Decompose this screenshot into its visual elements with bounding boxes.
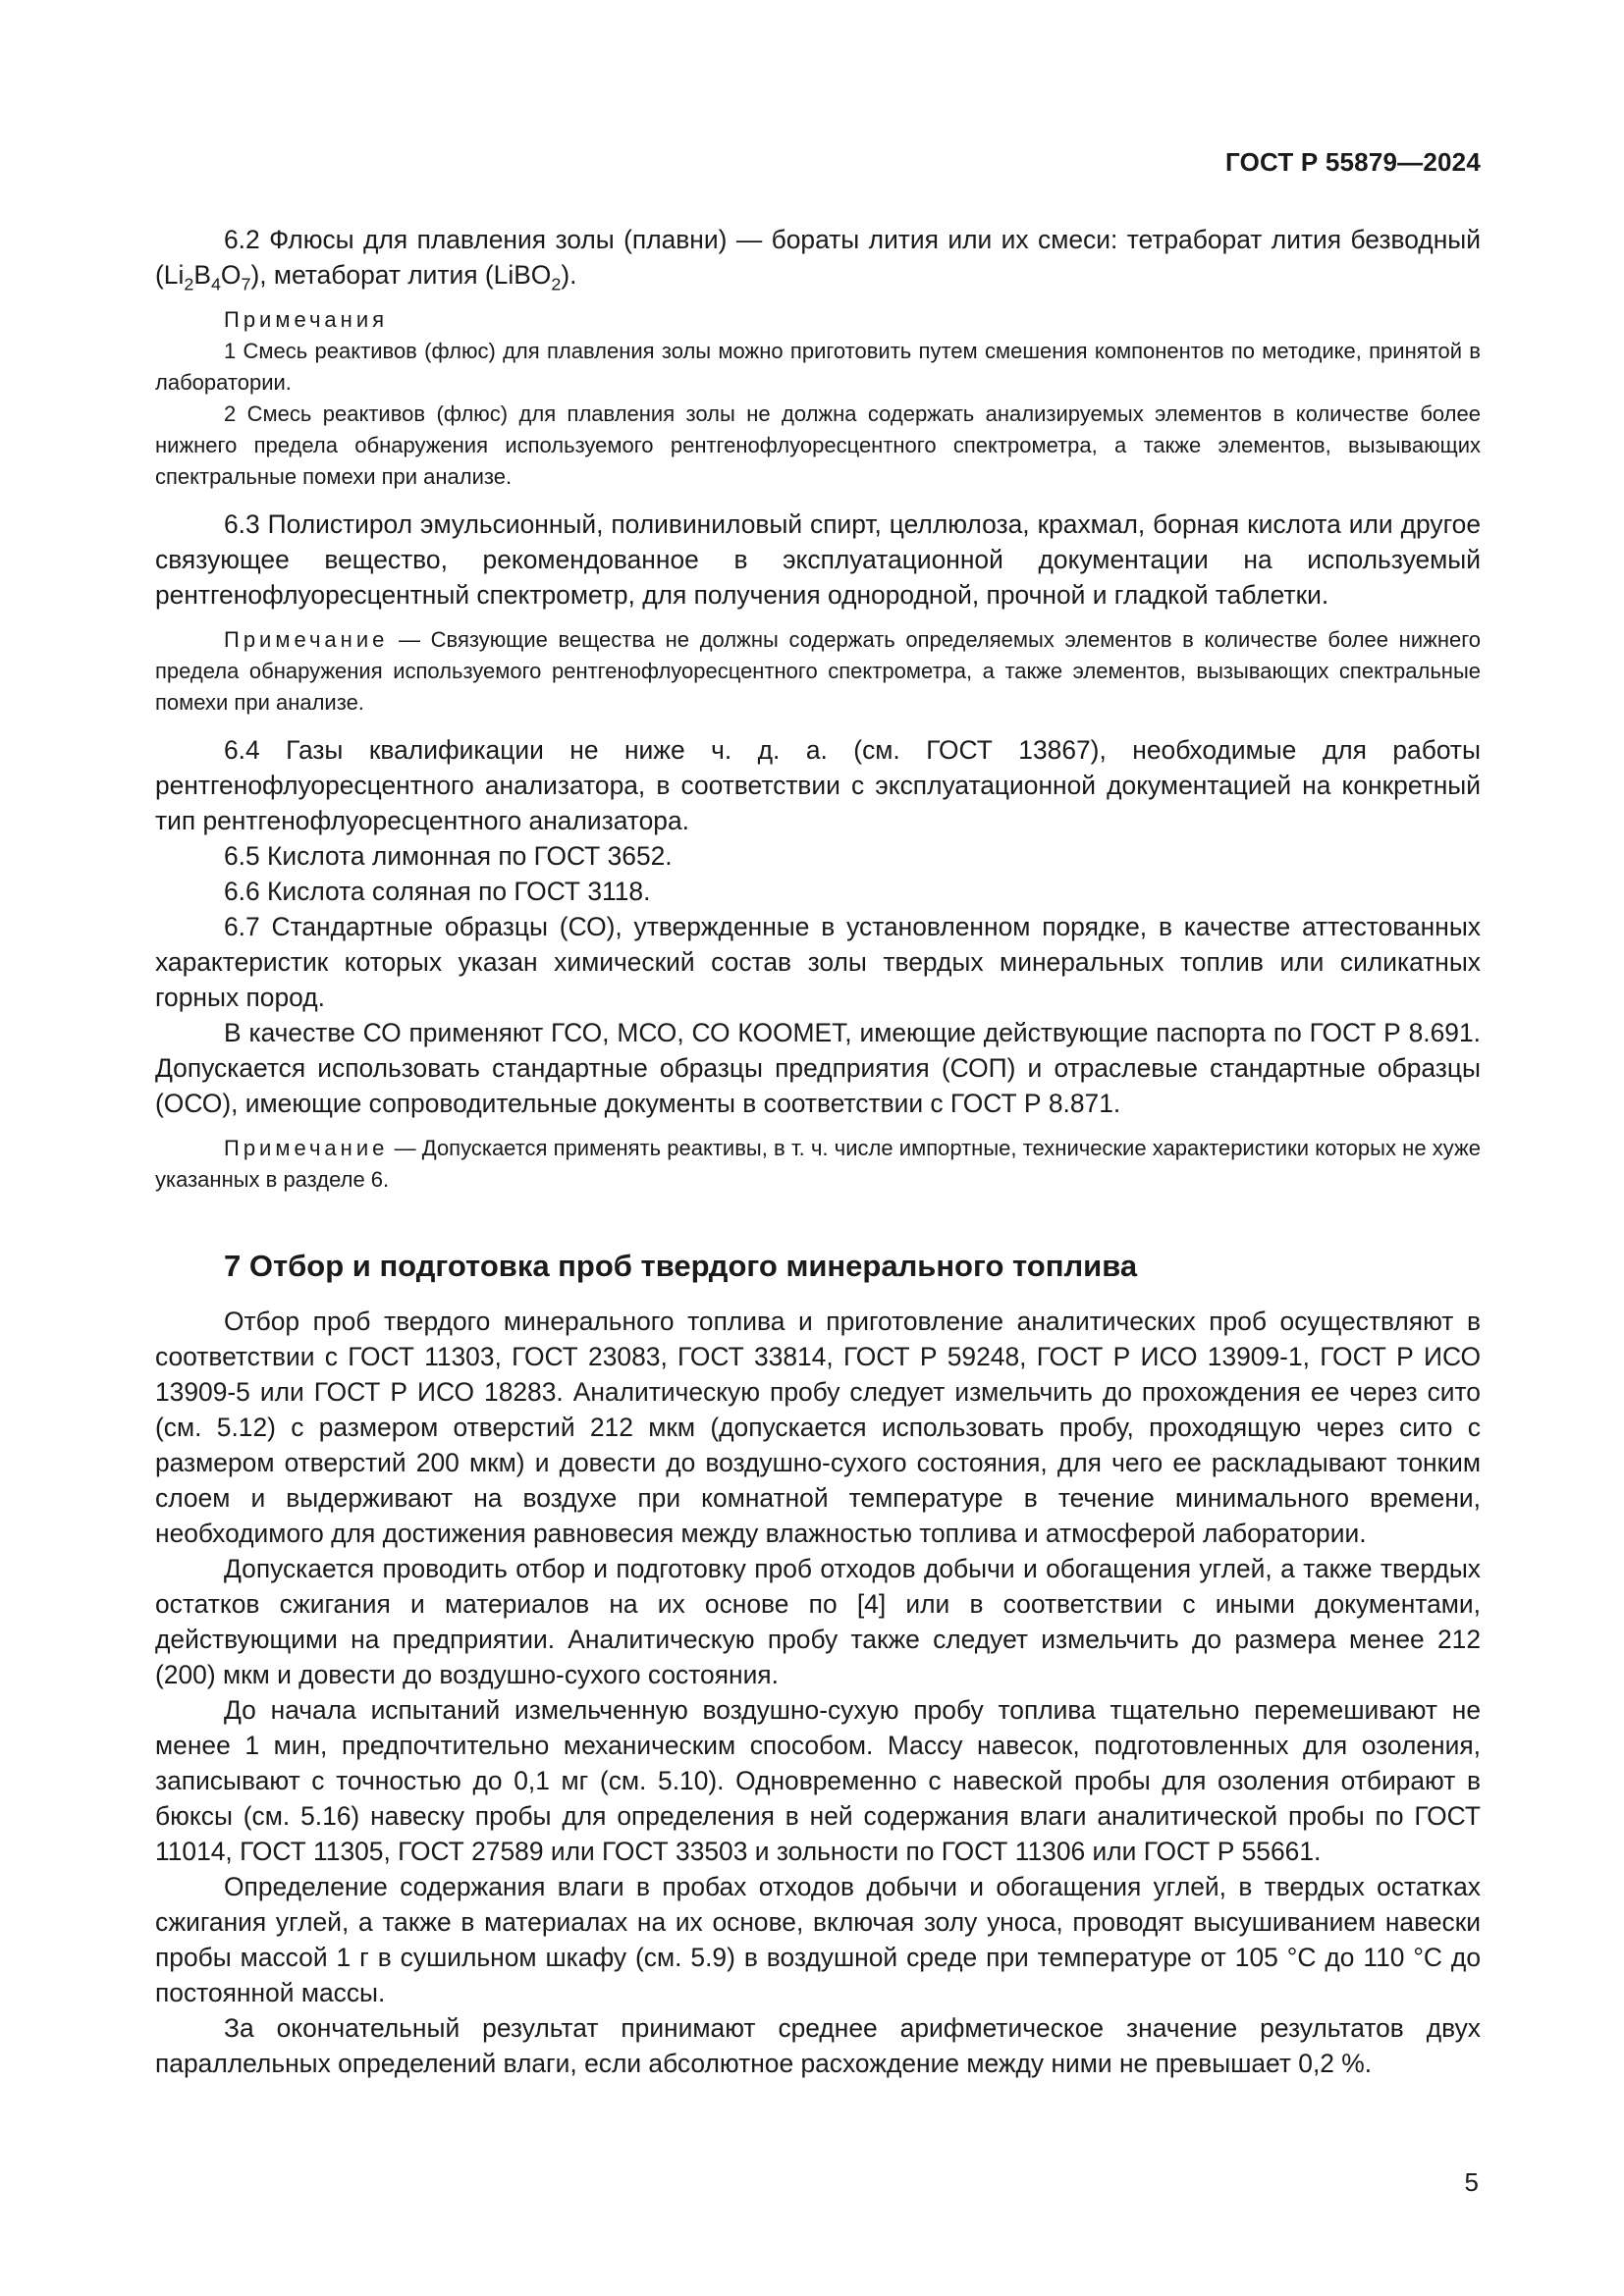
- document-code-header: ГОСТ Р 55879—2024: [1225, 147, 1481, 177]
- note-2: 2 Смесь реактивов (флюс) для плавления золы не должна содержать анализируемых элементов в количестве более нижнего предела обнаружения используемого рентгенофлуоресцентного спектрометра, а также элементов, вызывающих спектральные помехи при анализе.: [155, 401, 1481, 489]
- note-binders: Примечание — Связующие вещества не должны содержать определяемых элементов в количестве более нижнего предела обнаружения используемого рентгенофлуоресцентного спектрометра, а также элементов, вызывающих спектральные помехи при анализе.: [155, 627, 1481, 715]
- section-7-paragraph-1: Отбор проб твердого минерального топлива и приготовление аналитических проб осуществляют в соответствии с ГОСТ 11303, ГОСТ 23083, ГОСТ 33814, ГОСТ Р 59248, ГОСТ Р ИСО 13909-1, ГОСТ Р ИСО 13909-5 или ГОСТ Р ИСО 18283. Аналитическую пробу следует измельчить до прохождения ее через сито (см. 5.12) с размером отверстий 212 мкм (допускается использовать пробу, проходящую через сито с размером отверстий 200 мкм) и довести до воздушно-сухого состояния, для чего ее раскладывают тонким слоем и выдерживают на воздухе при комнатной температуре в течение минимального времени, необходимого для достижения равновесия между влажностью топлива и атмосферой лаборатории.: [155, 1307, 1481, 1548]
- clause-6-5: 6.5 Кислота лимонная по ГОСТ 3652.: [224, 841, 673, 871]
- section-7-paragraph-4: Определение содержания влаги в пробах отходов добычи и обогащения углей, в твердых остатках сжигания углей, а также в материалах на их основе, включая золу уноса, проводят высушиванием навески пробы массой 1 г в сушильном шкафу (см. 5.9) в воздушной среде при температуре от 105 °С до 110 °С до постоянной массы.: [155, 1872, 1481, 2007]
- clause-6-3: 6.3 Полистирол эмульсионный, поливиниловый спирт, целлюлоза, крахмал, борная кислота или другое связующее вещество, рекомендованное в эксплуатационной документации на используемый рентгенофлуоресцентный спектрометр, для получения однородной, прочной и гладкой таблетки.: [155, 509, 1481, 610]
- note-reagents: Примечание — Допускается применять реактивы, в т. ч. числе импортные, технические характеристики которых не хуже указанных в разделе 6.: [155, 1136, 1481, 1192]
- page-number: 5: [1464, 2167, 1479, 2197]
- section-7-heading: 7 Отбор и подготовка проб твердого минерального топлива: [224, 1249, 1138, 1283]
- clause-6-6: 6.6 Кислота соляная по ГОСТ 3118.: [224, 877, 651, 906]
- page-content: [155, 222, 1481, 2081]
- note-1: 1 Смесь реактивов (флюс) для плавления золы можно приготовить путем смешения компонентов по методике, принятой в лаборатории.: [155, 339, 1481, 395]
- notes-heading: Примечания: [224, 307, 389, 332]
- clause-6-7: 6.7 Стандартные образцы (СО), утвержденные в установленном порядке, в качестве аттестованных характеристик которых указан химический состав золы твердых минеральных топлив или силикатных горных пород.: [155, 912, 1481, 1012]
- clause-6-4: 6.4 Газы квалификации не ниже ч. д. а. (см. ГОСТ 13867), необходимые для работы рентгенофлуоресцентного анализатора, в соответствии с эксплуатационной документацией на конкретный тип рентгенофлуоресцентного анализатора.: [155, 735, 1481, 835]
- section-7-paragraph-2: Допускается проводить отбор и подготовку проб отходов добычи и обогащения углей, а также твердых остатков сжигания и материалов на их основе по [4] или в соответствии с иными документами, действующими на предприятии. Аналитическую пробу также следует измельчить до размера менее 212 (200) мкм и довести до воздушно-сухого состояния.: [155, 1554, 1481, 1689]
- section-7-paragraph-3: До начала испытаний измельченную воздушно-сухую пробу топлива тщательно перемешивают не менее 1 мин, предпочтительно механическим способом. Массу навесок, подготовленных для озоления, записывают с точностью до 0,1 мг (см. 5.10). Одновременно с навеской пробы для озоления отбирают в бюксы (см. 5.16) навеску пробы для определения в ней содержания влаги аналитической пробы по ГОСТ 11014, ГОСТ 11305, ГОСТ 27589 или ГОСТ 33503 и зольности по ГОСТ 11306 или ГОСТ Р 55661.: [155, 1695, 1481, 1866]
- section-7-paragraph-5: За окончательный результат принимают среднее арифметическое значение результатов двух параллельных определений влаги, если абсолютное расхождение между ними не превышает 0,2 %.: [155, 2013, 1481, 2078]
- clause-6-2: 6.2 Флюсы для плавления золы (плавни) — бораты лития или их смеси: тетраборат лития безводный $(Li_2B_4O_7)$, метаборат лития (LiBO$_2$).: [155, 225, 1481, 294]
- clause-6-7-continued: В качестве СО применяют ГСО, МСО, СО КООМЕТ, имеющие действующие паспорта по ГОСТ Р 8.691. Допускается использовать стандартные образцы предприятия (СОП) и отраслевые стандартные образцы (ОСО), имеющие сопроводительные документы в соответствии с ГОСТ Р 8.871.: [155, 1018, 1481, 1118]
